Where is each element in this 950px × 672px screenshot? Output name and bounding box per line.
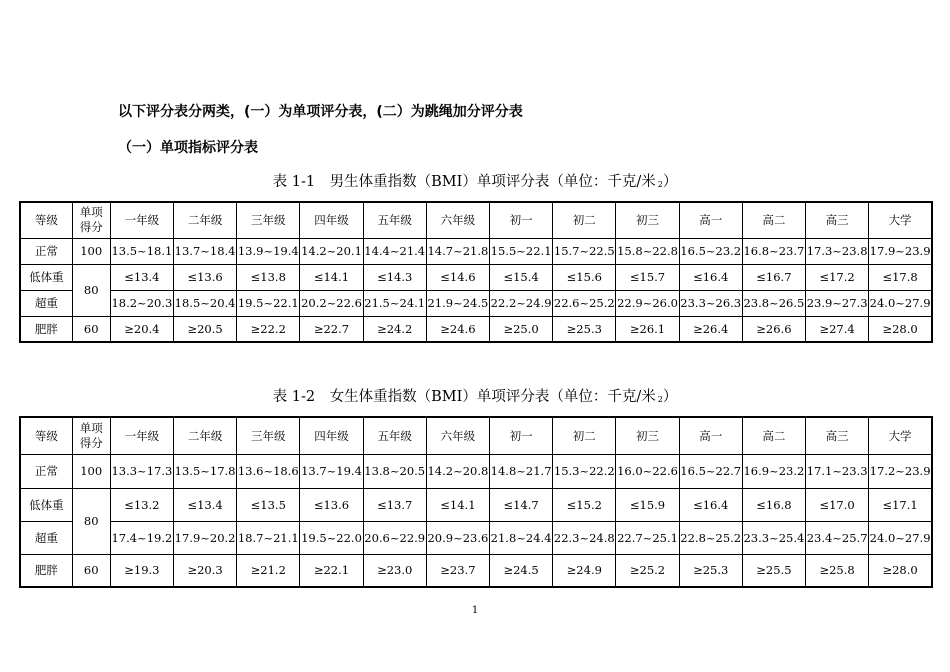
bmi-range-cell: 15.7~22.5 [553,238,616,264]
bmi-range-cell: ≥27.4 [806,316,869,342]
row-score: 80 [72,488,110,554]
bmi-range-cell: ≤16.4 [679,264,742,290]
bmi-range-cell: 16.5~22.7 [679,454,742,488]
table-1-caption: 表 1-1 男生体重指数（BMI）单项评分表（单位：千克/米 $_2$） [272,174,678,190]
header-score [72,202,110,238]
bmi-range-cell: ≤17.1 [869,488,932,521]
table-header-row [20,202,932,238]
row-score: 60 [72,554,110,587]
bmi-range-cell: 13.5~17.8 [173,454,236,488]
row-level: 正常 [20,238,72,264]
bmi-range-cell: 23.3~25.4 [742,521,805,554]
grade-header: 高二 [742,417,805,454]
bmi-range-cell: ≥22.2 [237,316,300,342]
row-score: 100 [72,238,110,264]
table-row [20,290,932,316]
bmi-range-cell: 15.3~22.2 [553,454,616,488]
bmi-range-cell: 23.4~25.7 [806,521,869,554]
bmi-range-cell: 14.2~20.1 [300,238,363,264]
bmi-range-cell: 15.8~22.8 [616,238,679,264]
bmi-range-cell: 22.3~24.8 [553,521,616,554]
row-level: 低体重 [20,264,72,290]
header-level: 等级 [20,202,72,238]
bmi-range-cell: ≥25.3 [553,316,616,342]
bmi-range-cell: ≤16.7 [742,264,805,290]
bmi-range-cell: ≤17.0 [806,488,869,521]
table-row [20,238,932,264]
bmi-range-cell: 15.5~22.1 [490,238,553,264]
bmi-range-cell: ≥25.2 [616,554,679,587]
bmi-range-cell: 14.8~21.7 [490,454,553,488]
bmi-range-cell: ≥28.0 [869,316,932,342]
row-level: 正常 [20,454,72,488]
bmi-range-cell: 21.5~24.1 [363,290,426,316]
grade-header: 六年级 [426,202,489,238]
bmi-range-cell: 17.2~23.9 [869,454,932,488]
row-level: 低体重 [20,488,72,521]
bmi-range-cell: 16.8~23.7 [742,238,805,264]
header-score-text: 单项得分 [79,420,103,450]
bmi-range-cell: ≥20.5 [173,316,236,342]
bmi-range-cell: 24.0~27.9 [869,290,932,316]
bmi-range-cell: ≤14.7 [490,488,553,521]
bmi-range-cell: 13.8~20.5 [363,454,426,488]
bmi-range-cell: ≥24.2 [363,316,426,342]
row-level: 肥胖 [20,554,72,587]
bmi-range-cell: ≥26.4 [679,316,742,342]
grade-header: 大学 [869,417,932,454]
grade-header: 初二 [553,417,616,454]
bmi-range-cell: 13.7~19.4 [300,454,363,488]
grade-header: 六年级 [426,417,489,454]
bmi-range-cell: 20.9~23.6 [426,521,489,554]
grade-header: 高三 [806,417,869,454]
bmi-range-cell: ≤14.3 [363,264,426,290]
bmi-range-cell: ≥23.7 [426,554,489,587]
table-2-caption-unit-exponent: 2 [657,395,663,404]
bmi-range-cell: ≤17.2 [806,264,869,290]
grade-header: 一年级 [110,202,173,238]
grade-header: 五年级 [363,202,426,238]
row-level: 超重 [20,521,72,554]
bmi-range-cell: 13.7~18.4 [173,238,236,264]
bmi-range-cell: ≥20.4 [110,316,173,342]
bmi-range-cell: 23.9~27.3 [806,290,869,316]
bmi-range-cell: 16.9~23.2 [742,454,805,488]
bmi-range-cell: 17.1~23.3 [806,454,869,488]
intro-text: 以下评分表分两类，(一）为单项评分表，(二）为跳绳加分评分表 [118,104,523,120]
bmi-range-cell: 22.2~24.9 [490,290,553,316]
page-number: 1 [471,605,479,616]
grade-header: 初一 [490,202,553,238]
bmi-range-cell: ≤16.8 [742,488,805,521]
section-heading: （一）单项指标评分表 [118,140,258,156]
bmi-range-cell: ≤14.1 [426,488,489,521]
bmi-range-cell: ≥24.9 [553,554,616,587]
bmi-range-cell: 16.5~23.2 [679,238,742,264]
bmi-range-cell: 18.2~20.3 [110,290,173,316]
grade-header: 三年级 [237,417,300,454]
bmi-range-cell: ≥28.0 [869,554,932,587]
bmi-range-cell: 13.9~19.4 [237,238,300,264]
bmi-range-cell: 13.5~18.1 [110,238,173,264]
table-row [20,521,932,554]
table-row [20,316,932,342]
table-2-caption: 表 1-2 女生体重指数（BMI）单项评分表（单位：千克/米 $_2$） [272,389,678,405]
bmi-range-cell: ≤13.4 [173,488,236,521]
bmi-range-cell: ≤13.8 [237,264,300,290]
grade-header: 高一 [679,417,742,454]
bmi-range-cell: 14.2~20.8 [426,454,489,488]
bmi-range-cell: 14.4~21.4 [363,238,426,264]
bmi-range-cell: ≥26.6 [742,316,805,342]
bmi-range-cell: ≥22.1 [300,554,363,587]
bmi-range-cell: ≤16.4 [679,488,742,521]
bmi-range-cell: ≥19.3 [110,554,173,587]
bmi-range-cell: ≤14.1 [300,264,363,290]
grade-header: 初三 [616,202,679,238]
bmi-range-cell: ≥22.7 [300,316,363,342]
bmi-range-cell: 24.0~27.9 [869,521,932,554]
grade-header: 初三 [616,417,679,454]
bmi-range-cell: ≤13.7 [363,488,426,521]
bmi-range-cell: 19.5~22.0 [300,521,363,554]
header-score-text: 单项得分 [79,205,103,235]
row-score: 80 [72,264,110,316]
bmi-range-cell: 20.2~22.6 [300,290,363,316]
bmi-range-cell: 22.9~26.0 [616,290,679,316]
bmi-range-cell: 21.9~24.5 [426,290,489,316]
bmi-range-cell: 17.3~23.8 [806,238,869,264]
table-row [20,454,932,488]
table-header-row [20,417,932,454]
grade-header: 大学 [869,202,932,238]
grade-header: 二年级 [173,417,236,454]
grade-header: 一年级 [110,417,173,454]
bmi-range-cell: 22.6~25.2 [553,290,616,316]
table-row [20,488,932,521]
bmi-range-cell: ≤13.4 [110,264,173,290]
bmi-range-cell: ≤15.2 [553,488,616,521]
bmi-range-cell: 16.0~22.6 [616,454,679,488]
table-row [20,554,932,587]
male-bmi-table [19,201,933,343]
bmi-range-cell: 19.5~22.1 [237,290,300,316]
bmi-range-cell: ≥24.6 [426,316,489,342]
bmi-range-cell: 13.6~18.6 [237,454,300,488]
table-2-caption-text: 表 1-2 女生体重指数（BMI）单项评分表（单位：千克/米 [272,389,656,405]
bmi-range-cell: ≥25.0 [490,316,553,342]
grade-header: 高二 [742,202,805,238]
grade-header: 四年级 [300,202,363,238]
header-level: 等级 [20,417,72,454]
row-score: 60 [72,316,110,342]
grade-header: 高三 [806,202,869,238]
bmi-range-cell: ≥25.8 [806,554,869,587]
bmi-range-cell: 23.8~26.5 [742,290,805,316]
bmi-range-cell: 20.6~22.9 [363,521,426,554]
bmi-range-cell: 18.5~20.4 [173,290,236,316]
bmi-range-cell: ≥26.1 [616,316,679,342]
bmi-range-cell: ≤13.6 [300,488,363,521]
table-1-caption-text: 表 1-1 男生体重指数（BMI）单项评分表（单位：千克/米 [272,174,656,190]
bmi-range-cell: ≤13.6 [173,264,236,290]
row-level: 超重 [20,290,72,316]
bmi-range-cell: ≤15.9 [616,488,679,521]
table-1-caption-unit-exponent: 2 [657,180,663,189]
bmi-range-cell: ≥25.3 [679,554,742,587]
bmi-range-cell: ≥25.5 [742,554,805,587]
bmi-range-cell: ≤13.5 [237,488,300,521]
grade-header: 高一 [679,202,742,238]
bmi-range-cell: ≥20.3 [173,554,236,587]
bmi-range-cell: ≥23.0 [363,554,426,587]
bmi-range-cell: ≤15.6 [553,264,616,290]
bmi-range-cell: 22.7~25.1 [616,521,679,554]
bmi-range-cell: ≤14.6 [426,264,489,290]
table-row [20,264,932,290]
header-score [72,417,110,454]
grade-header: 五年级 [363,417,426,454]
row-score: 100 [72,454,110,488]
grade-header: 初二 [553,202,616,238]
bmi-range-cell: ≤13.2 [110,488,173,521]
bmi-range-cell: 17.9~20.2 [173,521,236,554]
grade-header: 初一 [490,417,553,454]
grade-header: 二年级 [173,202,236,238]
bmi-range-cell: ≤17.8 [869,264,932,290]
bmi-range-cell: 22.8~25.2 [679,521,742,554]
grade-header: 三年级 [237,202,300,238]
bmi-range-cell: ≥24.5 [490,554,553,587]
bmi-range-cell: 13.3~17.3 [110,454,173,488]
bmi-range-cell: 18.7~21.1 [237,521,300,554]
bmi-range-cell: ≥21.2 [237,554,300,587]
bmi-range-cell: ≤15.4 [490,264,553,290]
grade-header: 四年级 [300,417,363,454]
bmi-range-cell: ≤15.7 [616,264,679,290]
row-level: 肥胖 [20,316,72,342]
bmi-range-cell: 23.3~26.3 [679,290,742,316]
bmi-range-cell: 21.8~24.4 [490,521,553,554]
bmi-range-cell: 14.7~21.8 [426,238,489,264]
bmi-range-cell: 17.4~19.2 [110,521,173,554]
bmi-range-cell: 17.9~23.9 [869,238,932,264]
female-bmi-table [19,416,933,588]
